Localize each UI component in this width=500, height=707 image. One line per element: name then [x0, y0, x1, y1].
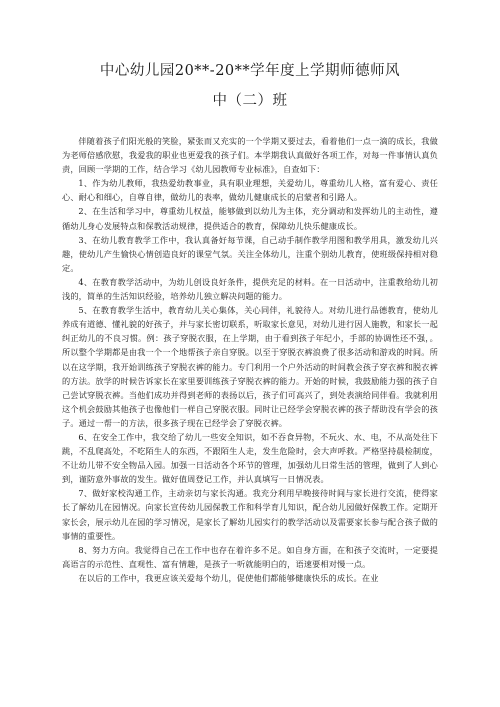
- document-subtitle: 中（二）班: [212, 93, 288, 109]
- paragraph-5: 5、在教育教学生活中，教育幼儿关心集体，关心同伴，礼貌待人。对幼儿进行品德教育，使幼儿养成有道德、懂礼貌的好孩子，并与家长密切联系，听取家长意见，对幼儿进行因人施教，和家长一起纠正幼儿的不良习惯。例：孩子穿脱衣服，在上学期，由于看到孩子年纪小，手部的协调性还不强，。所以整个学期都是由我一个一个地帮孩子亲自穿脱。以至于穿脱衣裤浪费了很多活动和游戏的时间。所以在这学期，我开始训练孩子穿脱衣裤的能力。专门利用一个户外活动的时间教会孩子穿衣裤和脱衣裤的方法。放学的时候告诉家长在家里要训练孩子穿脱衣裤的能力。开始的时候，我鼓励能力强的孩子自己尝试穿脱衣裤。当他们成功并得到老师的表扬以后，孩子们可高兴了，到处表演给同伴看。我就利用这个机会鼓励其他孩子也像他们一样自己穿脱衣服。同时让已经学会穿脱衣裤的孩子帮助没有学会的孩子。通过一帮一的方法，很多孩子现在已经学会了穿脱衣裤。: [62, 305, 438, 428]
- paragraph-6: 6、在安全工作中，我交给了幼儿一些安全知识，如不吞食异物，不玩火、水、电，不从高处往下跳，不乱爬高处，不吃陌生人的东西，不跟陌生人走，发生危险时，会大声呼救。严格坚持晨检制度，不让幼儿带不安全物品入园。加强一日活动各个环节的管理，加强幼儿日常生活的管理，做到了人到心到，谨防意外事故的发生。做好值周登记工作，并认真填写一日情况表。: [62, 431, 438, 485]
- document-title: 中心幼儿园20**-20**学年度上学期师德师风: [99, 63, 401, 79]
- paragraph-4: 4、在教育教学活动中，为幼儿创设良好条件，提供充足的材料。在一日活动中，注重教给幼儿初浅的，简单的生活知识经验，培养幼儿独立解决问题的能力。: [62, 276, 438, 302]
- paragraph-7: 7、做好家校沟通工作，主动亲切与家长沟通。我充分利用早晚接待时间与家长进行交流，使得家长了解幼儿在园情况。向家长宣传幼儿园保教工作和科学育儿知识，配合幼儿园做好保教工作。定期开家长会，展示幼儿在园的学习情况，是家长了解幼儿园实行的教学活动以及需要家长参与配合孩子做的事情的重要性。: [62, 488, 438, 541]
- paragraph-intro: 伴随着孩子们阳光般的笑脸，紧张而又充实的一个学期又要过去，看着他们一点一滴的成长，我做为老师倍感欣慰，我爱我的职业也更爱我的孩子们。本学期我认真做好各项工作，对每一件事情认真负责，回顾一学期的工作，结合学习《幼儿园教师专业标准》，自查如下：: [62, 136, 438, 175]
- paragraph-8: 8、努力方向。我觉得自己在工作中也存在着许多不足。如自身方面，在和孩子交流时，一定要提高语言的示范性、直观性、富有情趣，是孩子一听就能明白的，语速要相对慢一点。: [62, 544, 438, 569]
- document-body: [62, 134, 438, 585]
- paragraph-3: 3、在幼儿教育教学工作中，我认真备好每节课，自己动手制作教学用图和教学用具，激发幼儿兴趣，使幼儿产生愉快心情创造良好的课堂气氛。关注全体幼儿，注重个别幼儿教育，使班级保持相对稳定。: [62, 234, 438, 273]
- paragraph-closing: 在以后的工作中，我更应该关爱每个幼儿，促使他们都能够健康快乐的成长。在业: [78, 572, 379, 583]
- paragraph-2: 2、在生活和学习中，尊重幼儿权益，能够做到以幼儿为主体，充分调动和发挥幼儿的主动性，遵循幼儿身心发展特点和保教活动规律，提供适合的教育，保障幼儿快乐健康成长。: [62, 206, 438, 231]
- paragraph-1: 1、作为幼儿教师，我热爱幼教事业，具有职业理想，关爱幼儿，尊重幼儿人格，富有爱心、责任心、耐心和细心，自尊自律，做幼儿的表率，做幼儿健康成长的启蒙者和引路人。: [62, 178, 438, 203]
